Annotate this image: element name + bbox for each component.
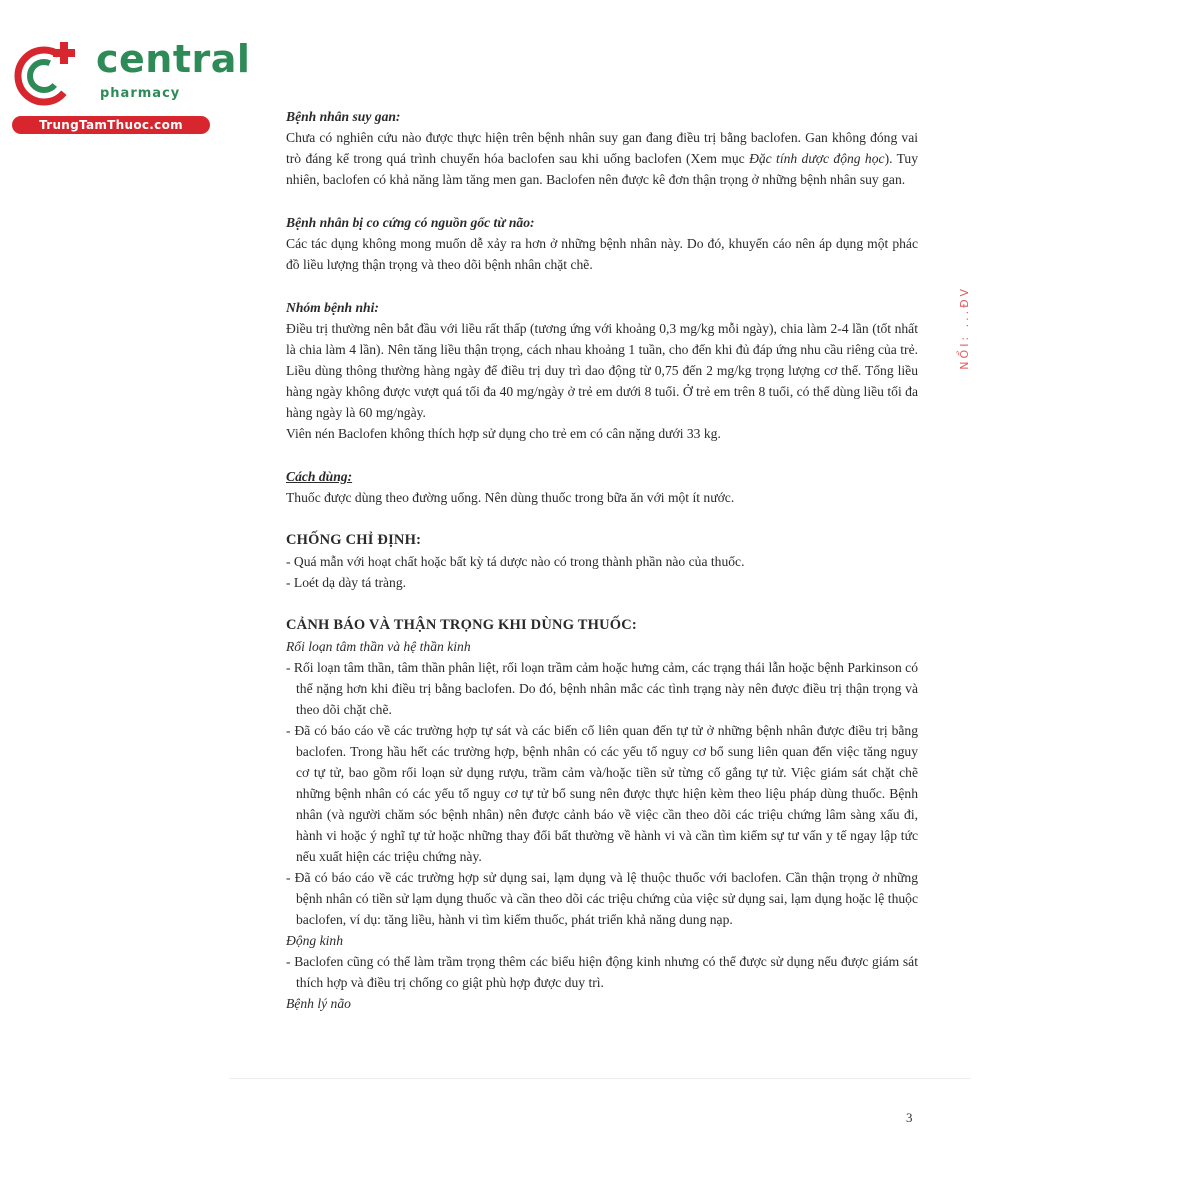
section-title-pediatric: Nhóm bệnh nhi:: [286, 300, 379, 315]
subheading-encephalopathy: Bệnh lý não: [286, 996, 351, 1011]
central-pharmacy-logo-icon: [10, 38, 82, 110]
section-title-hepatic: Bệnh nhân suy gan:: [286, 109, 401, 124]
list-item: - Đã có báo cáo về các trường hợp sử dụng sai, lạm dụng và lệ thuộc thuốc với baclofen. Cần thận trọng ở những bệnh nhân có tiền sử lạm dụng thuốc và cần theo dõi các triệu chứng của việc sử dụng sai, lạm dụng hoặc lệ thuộc baclofen, ví dụ: tăng liều, hành vi tìm kiếm thuốc, phát triển khả năng dung nạp.: [286, 870, 918, 927]
list-item: - Đã có báo cáo về các trường hợp tự sát và các biến cố liên quan đến tự tử ở những bệnh nhân được điều trị bằng baclofen. Trong hầu hết các trường hợp, bệnh nhân có các yếu tố nguy cơ bổ sung liên quan đến việc tăng nguy cơ tự tử, bao gồm rối loạn sử dụng rượu, trầm cảm và/hoặc tiền sử từng cố gắng tự tử. Việc giám sát chặt chẽ những bệnh nhân có các yếu tố nguy cơ tự tử bổ sung nên được thực hiện kèm theo liệu pháp dùng thuốc. Bệnh nhân (và người chăm sóc bệnh nhân) nên được cảnh báo về việc cần theo dõi các triệu chứng lâm sàng xấu đi, hành vi hoặc ý nghĩ tự tử hoặc những thay đổi bất thường về hành vi và cần tìm kiếm sự tư vấn y tế ngay lập tức nếu xuất hiện các triệu chứng này.: [286, 723, 918, 864]
brand-site-banner[interactable]: TrungTamThuoc.com: [12, 116, 210, 134]
brand-logo: [10, 36, 251, 136]
text-run-italic: Đặc tính dược động học: [749, 151, 885, 166]
section-text-hepatic: [286, 127, 918, 190]
section-title-spasticity: Bệnh nhân bị co cứng có nguồn gốc từ não:: [286, 215, 535, 230]
section-text-pediatric: Điều trị thường nên bắt đầu với liều rất thấp (tương ứng với khoảng 0,3 mg/kg mỗi ngày), chia làm 2-4 lần (tốt nhất là chia làm 4 lần). Nên tăng liều thận trọng, cách nhau khoảng 1 tuần, cho đến khi đủ đáp ứng nhu cầu riêng của trẻ. Liều dùng thông thường hàng ngày để điều trị duy trì dao động từ 0,75 đến 2 mg/kg trọng lượng cơ thể. Tổng liều hàng ngày không được vượt quá tối đa 40 mg/ngày ở trẻ em dưới 8 tuổi. Ở trẻ em trên 8 tuổi, có thể dùng liều tối đa hàng ngày là 60 mg/ngày.: [286, 321, 918, 420]
section-text-spasticity: Các tác dụng không mong muốn dễ xảy ra hơn ở những bệnh nhân này. Do đó, khuyến cáo nên áp dụng một phác đồ liều lượng thận trọng và theo dõi bệnh nhân chặt chẽ.: [286, 236, 918, 272]
list-item: - Baclofen cũng có thể làm trầm trọng thêm các biểu hiện động kinh nhưng có thể được sử dụng nếu được giám sát thích hợp và điều trị chống co giật phù hợp được duy trì.: [286, 954, 918, 990]
document-page: [286, 106, 918, 1014]
subheading-psychiatric: Rối loạn tâm thần và hệ thần kinh: [286, 639, 471, 654]
heading-contraindications: CHỐNG CHỈ ĐỊNH:: [286, 532, 422, 548]
section-text-pediatric-2: Viên nén Baclofen không thích hợp sử dụng cho trẻ em có cân nặng dưới 33 kg.: [286, 426, 721, 441]
list-item: - Rối loạn tâm thần, tâm thần phân liệt, rối loạn trầm cảm hoặc hưng cảm, các trạng thái lẫn hoặc bệnh Parkinson có thể nặng hơn khi điều trị bằng baclofen. Do đó, bệnh nhân mắc các tình trạng này nên được điều trị thận trọng và theo dõi chặt chẽ.: [286, 660, 918, 717]
subheading-epilepsy: Động kinh: [286, 933, 344, 948]
section-text-administration: Thuốc được dùng theo đường uống. Nên dùng thuốc trong bữa ăn với một ít nước.: [286, 490, 735, 505]
page-number: 3: [906, 1110, 913, 1125]
text-run: Chưa có nghiên cứu nào được thực hiện trên bệnh nhân suy gan đang điều trị bằng baclofen. Gan không đóng vai trò đáng kể trong quá trình chuyển hóa baclofen sau khi uống baclofen (Xem mục: [286, 130, 918, 166]
text-run: ). Tuy nhiên, baclofen có khả năng làm tăng men gan. Baclofen nên được kê đơn thận trọng ở những bệnh nhân suy gan.: [286, 151, 919, 187]
scan-divider: [230, 1078, 970, 1079]
brand-subtitle: pharmacy: [100, 86, 181, 101]
list-item: - Quá mẫn với hoạt chất hoặc bất kỳ tá dược nào có trong thành phần nào của thuốc.: [286, 554, 745, 569]
section-title-administration: Cách dùng:: [286, 469, 353, 484]
heading-warnings: CẢNH BÁO VÀ THẬN TRỌNG KHI DÙNG THUỐC:: [286, 617, 637, 633]
side-stamp-mark: NỔI: ...ĐV: [958, 286, 971, 370]
brand-name: central: [96, 37, 251, 81]
list-item: - Loét dạ dày tá tràng.: [286, 575, 407, 590]
